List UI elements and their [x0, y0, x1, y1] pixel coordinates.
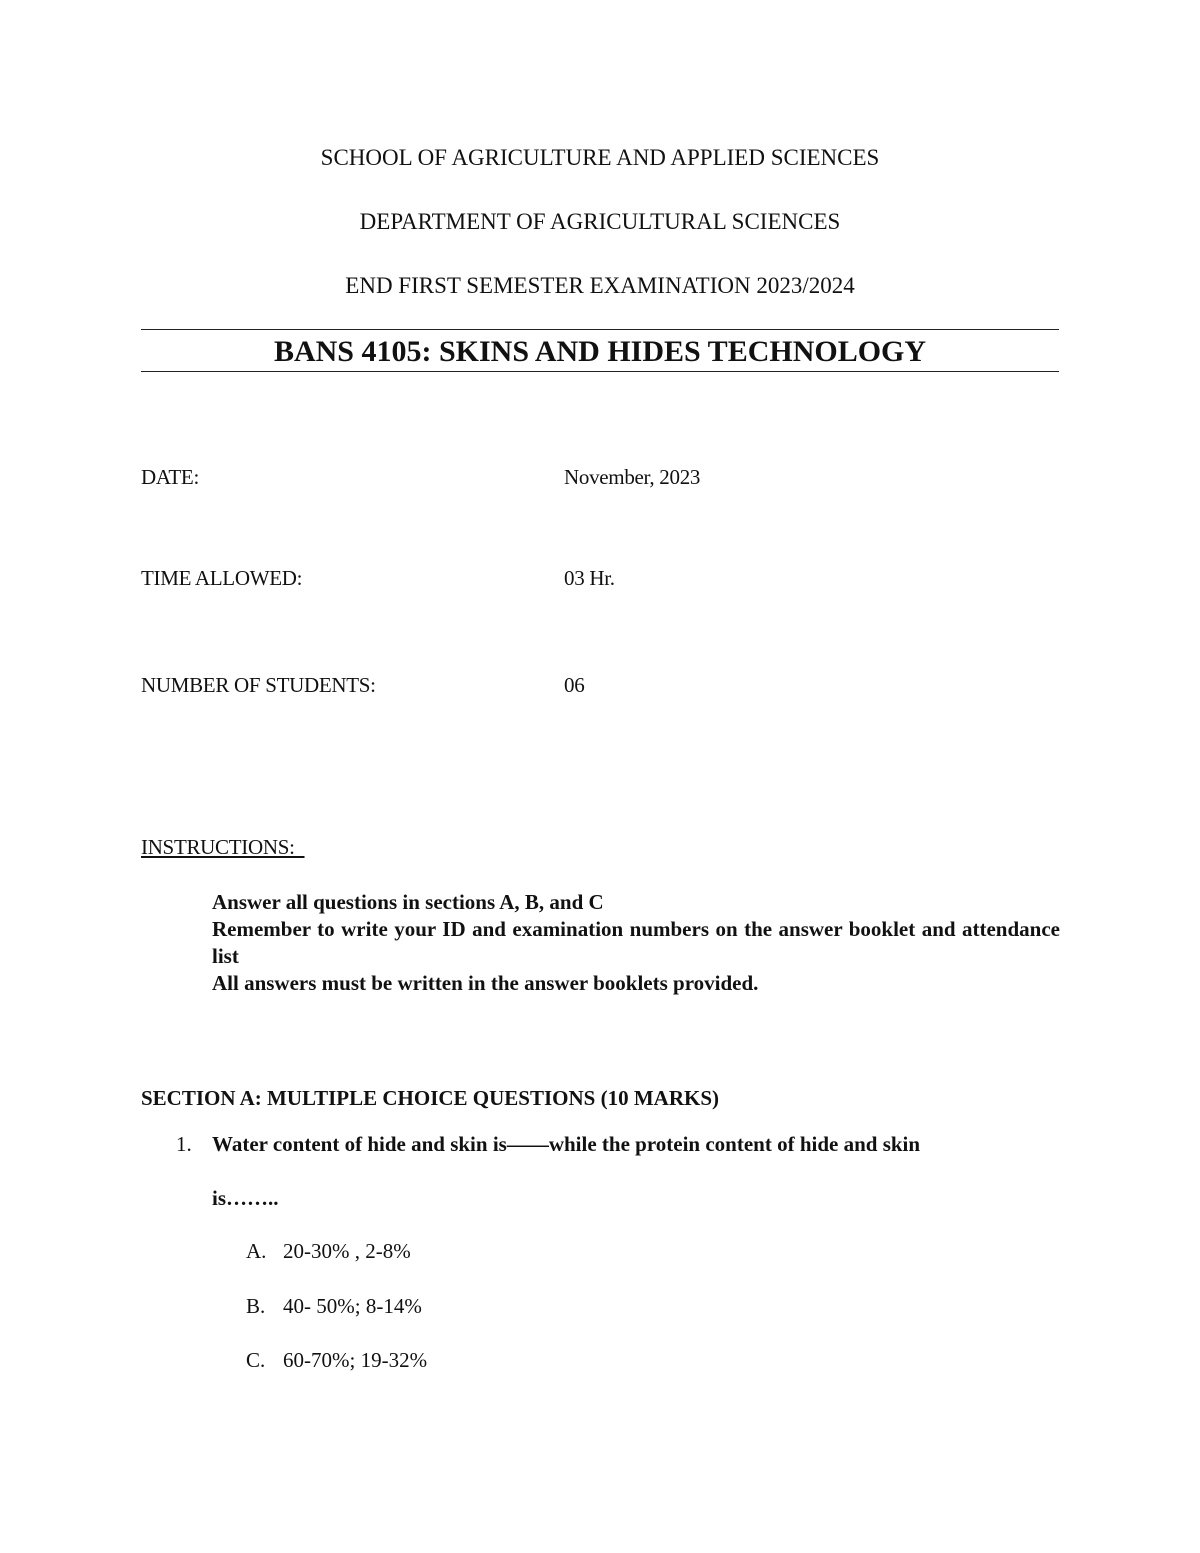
instruction-item: Remember to write your ID and examination numbers on the answer booklet and attendance list: [212, 917, 1060, 968]
option-letter-c: C.: [246, 1348, 266, 1372]
option-text-b: 40- 50%; 8-14%: [283, 1294, 422, 1318]
option-letter-b: B.: [246, 1294, 266, 1318]
department-name: DEPARTMENT OF AGRICULTURAL SCIENCES: [359, 209, 841, 234]
school-name: SCHOOL OF AGRICULTURE AND APPLIED SCIENCES: [320, 145, 880, 170]
title-top-rule: [141, 329, 1059, 330]
date-label: DATE:: [141, 465, 199, 489]
title-bottom-rule: [141, 371, 1059, 372]
course-title: BANS 4105: SKINS AND HIDES TECHNOLOGY: [273, 335, 927, 368]
question-text-line-1: Water content of hide and skin is––––while the protein content of hide and skin: [212, 1132, 921, 1156]
question-text-line-2: is……..: [212, 1186, 279, 1210]
number-of-students-value: 06: [564, 673, 585, 697]
instructions-list: [212, 889, 1060, 997]
question-number: 1.: [176, 1132, 192, 1156]
exam-title: END FIRST SEMESTER EXAMINATION 2023/2024: [345, 273, 855, 298]
time-allowed-label: TIME ALLOWED:: [141, 566, 303, 590]
time-allowed-value: 03 Hr.: [564, 566, 615, 590]
date-value: November, 2023: [564, 465, 701, 489]
number-of-students-label: NUMBER OF STUDENTS:: [141, 673, 376, 697]
option-text-a: 20-30% , 2-8%: [283, 1239, 411, 1263]
instruction-item: Answer all questions in sections A, B, and C: [212, 890, 604, 914]
instruction-item: All answers must be written in the answer booklets provided.: [212, 971, 759, 995]
option-text-c: 60-70%; 19-32%: [283, 1348, 428, 1372]
section-a-title: SECTION A: MULTIPLE CHOICE QUESTIONS (10 MARKS): [141, 1086, 719, 1110]
instructions-heading: INSTRUCTIONS:: [141, 835, 305, 859]
option-letter-a: A.: [246, 1239, 267, 1263]
